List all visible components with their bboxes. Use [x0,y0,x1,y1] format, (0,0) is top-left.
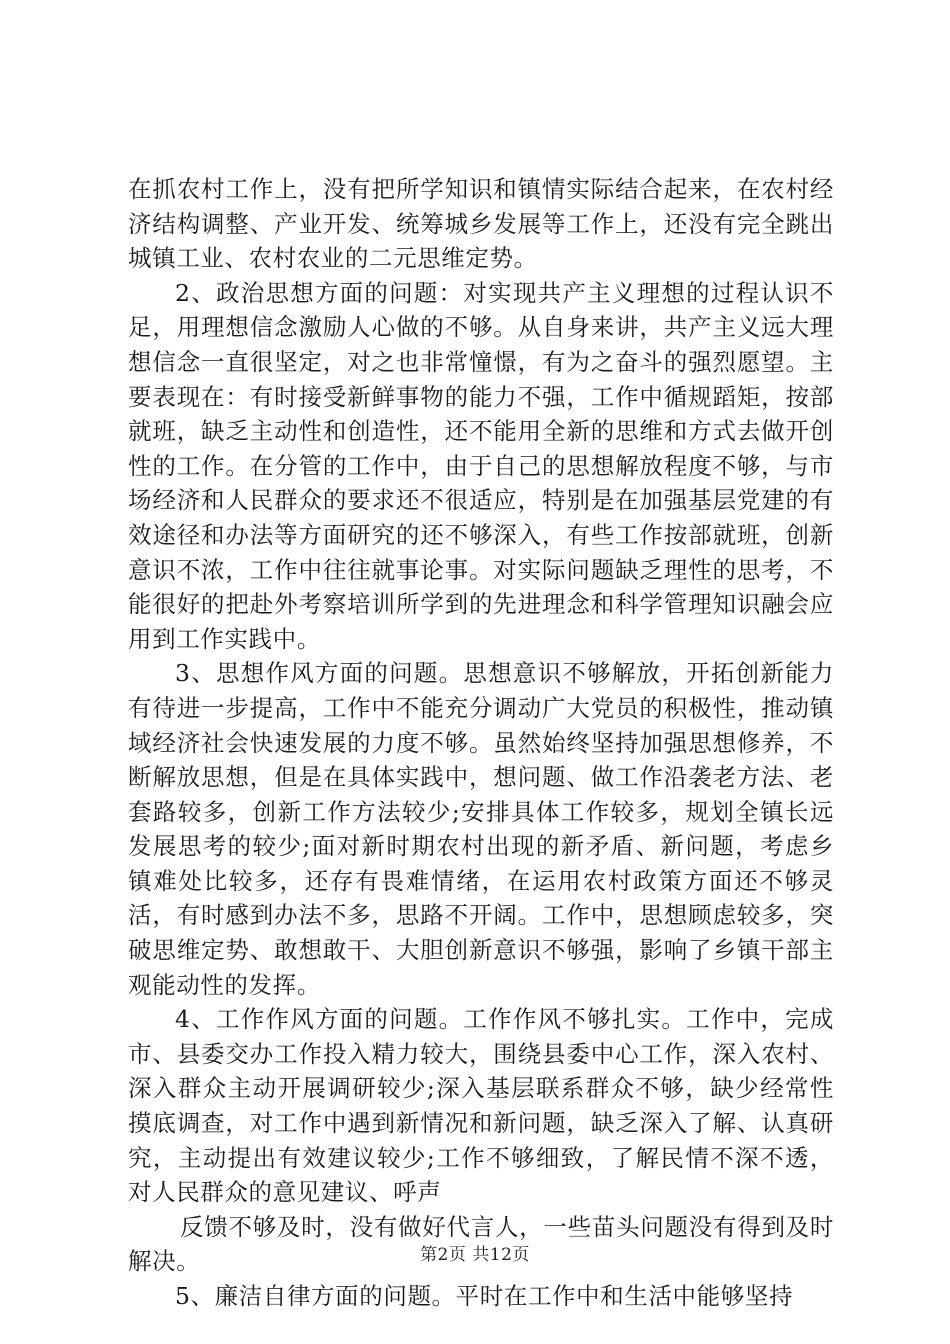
paragraph-work-style: 4、工作作风方面的问题。工作作风不够扎实。工作中，完成市、县委交办工作投入精力较大，围绕县委中心工作，深入农村、深入群众主动开展调研较少;深入基层联系群众不够，缺少经常性摸底调查，对工作中遇到新情况和新问题，缺乏深入了解、认真研究，主动提出有效建议较少;工作不够细致，了解民情不深不透，对人民群众的意见建议、呼声 [128,1005,834,1207]
page-number-footer: 第2页 共12页 [420,1245,530,1265]
paragraph-political-thought: 2、政治思想方面的问题：对实现共产主义理想的过程认识不足，用理想信念激励人心做的不够。从自身来讲，共产主义远大理想信念一直很坚定，对之也非常憧憬，有为之奋斗的强烈愿望。主要表现在：有时接受新鲜事物的能力不强，工作中循规蹈矩，按部就班，缺乏主动性和创造性，还不能用全新的思维和方式去做开创性的工作。在分管的工作中，由于自己的思想解放程度不够，与市场经济和人民群众的要求还不很适应，特别是在加强基层党建的有效途径和办法等方面研究的还不够深入，有些工作按部就班，创新意识不浓，工作中往往就事论事。对实际问题缺乏理性的思考，不能很好的把赴外考察培训所学到的先进理念和科学管理知识融会应用到工作实践中。 [128,278,834,653]
paragraph-continuation: 在抓农村工作上，没有把所学知识和镇情实际结合起来，在农村经济结构调整、产业开发、统筹城乡发展等工作上，还没有完全跳出城镇工业、农村农业的二元思维定势。 [128,175,834,273]
paragraph-thought-style: 3、思想作风方面的问题。思想意识不够解放，开拓创新能力有待进一步提高，工作中不能充分调动广大党员的积极性，推动镇域经济社会快速发展的力度不够。虽然始终坚持加强思想修养，不断解放思想，但是在具体实践中，想问题、做工作沿袭老方法、老套路较多，创新工作方法较少;安排具体工作较多，规划全镇长远发展思考的较少;面对新时期农村出现的新矛盾、新问题，考虑乡镇难处比较多，还存有畏难情绪，在运用农村政策方面还不够灵活，有时感到办法不多，思路不开阔。工作中，思想顾虑较多，突破思维定势、敢想敢干、大胆创新意识不够强，影响了乡镇干部主观能动性的发挥。 [128,659,834,999]
paragraph-integrity: 5、廉洁自律方面的问题。平时在工作中和生活中能够坚持 [175,1282,794,1310]
paragraph-feedback: 反馈不够及时，没有做好代言人，一些苗头问题没有得到及时解决。 [128,1212,834,1276]
document-body [128,172,834,1314]
